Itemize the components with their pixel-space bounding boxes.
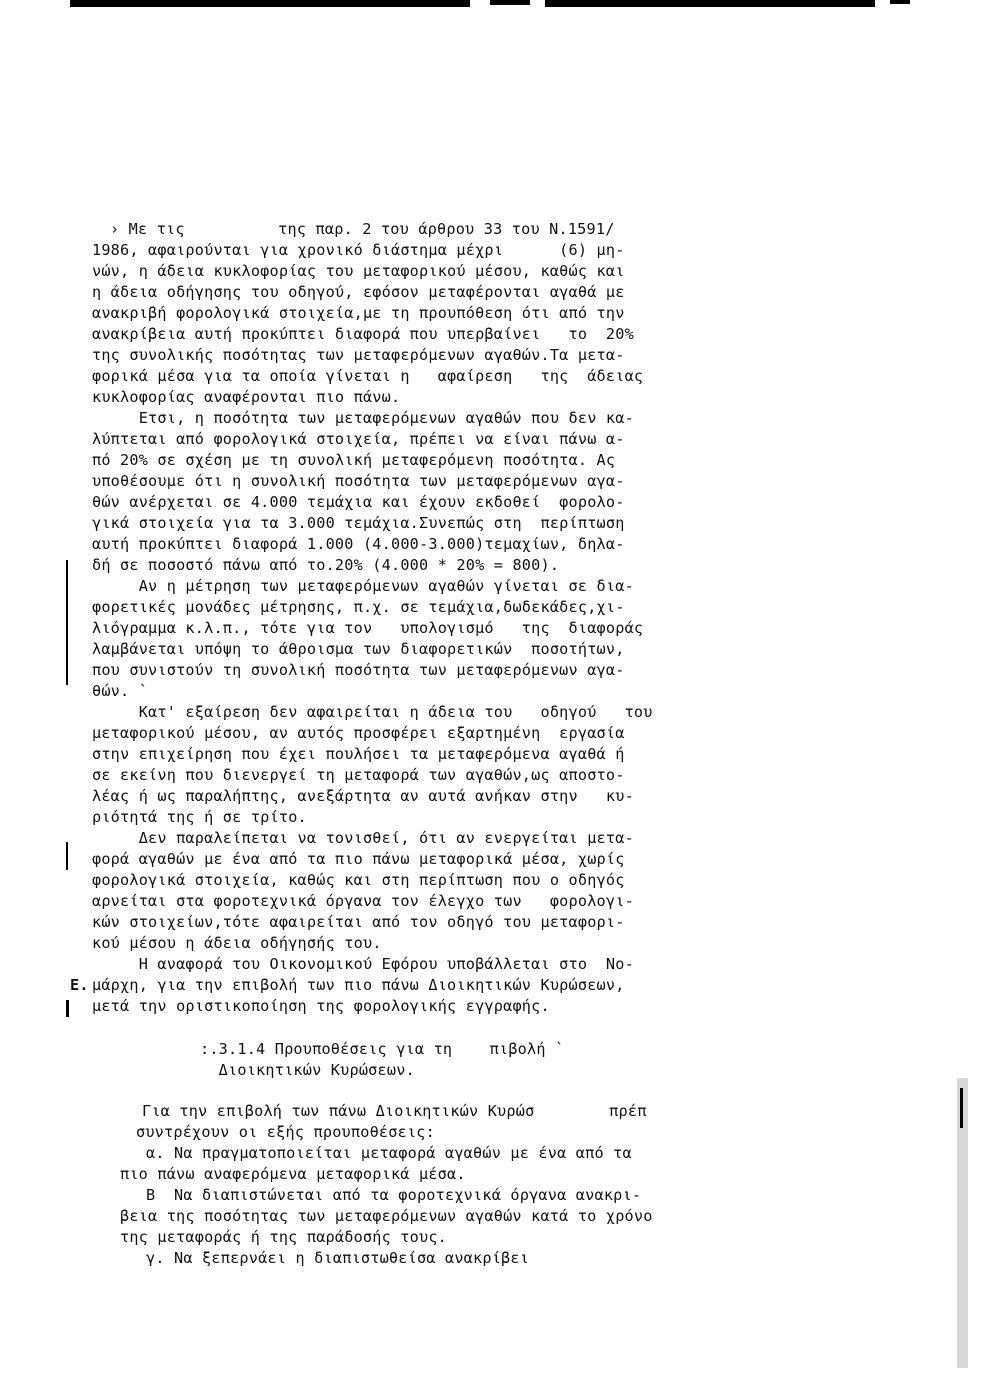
text-line: Ετσι, η ποσότητα των μεταφερόμενων αγαθών που δεν κα- — [92, 409, 634, 427]
text-line: Για την επιβολή των πάνω Διοικητικών Κυρώσ πρέπ — [142, 1102, 647, 1120]
list-item-line: α. Να πραγματοποιείται μεταφορά αγαθών με ένα από τα — [146, 1144, 632, 1162]
text-line: ανακρίβεια αυτή προκύπτει διαφορά που υπερβαίνει το 20% — [92, 325, 634, 343]
binding-mark — [66, 842, 68, 870]
text-line: λαμβάνεται υπόψη το άθροισμα των διαφορετικών ποσοτήτων, — [92, 640, 625, 658]
binding-mark — [66, 1000, 69, 1017]
scan-edge-mark — [960, 1088, 963, 1128]
text-line: νών, η άδεια κυκλοφορίας του μεταφορικού μέσου, καθώς και — [92, 262, 625, 280]
text-line: λέας ή ως παραλήπτης, ανεξάρτητα αν αυτά ανήκαν στην κυ- — [92, 787, 634, 805]
text-line: φορετικές μονάδες μέτρησης, π.χ. σε τεμάχια,δωδεκάδες,χι- — [92, 598, 625, 616]
text-line: Δεν παραλείπεται να τονισθεί, ότι αν ενεργείται μετα- — [92, 829, 634, 847]
text-line: που συνιστούν τη συνολική ποσότητα των μεταφερόμενων αγα- — [92, 661, 625, 679]
text-line: φορολογικά στοιχεία, καθώς και στη περίπτωση που ο οδηγός — [92, 871, 625, 889]
text-line: μεταφορικού μέσου, αν αυτός προσφέρει εξαρτημένη εργασία — [92, 724, 625, 742]
text-line: φορά αγαθών με ένα από τα πιο πάνω μεταφορικά μέσα, χωρίς — [92, 850, 625, 868]
text-line: δή σε ποσοστό πάνω από το.20% (4.000 * 20% = 800). — [92, 556, 560, 574]
text-line: θών. ` — [92, 682, 149, 700]
text-line: κού μέσου η άδεια οδήγησής του. — [92, 934, 382, 952]
list-item-line: Β Να διαπιστώνεται από τα φοροτεχνικά όργανα ανακρι- — [146, 1186, 642, 1204]
text-line: λύπτεται από φορολογικά στοιχεία, πρέπει να είναι πάνω α- — [92, 430, 625, 448]
text-line: μάρχη, για την επιβολή των πιο πάνω Διοικητικών Κυρώσεων, — [92, 976, 625, 994]
list-item-line: της μεταφοράς ή της παράδοσής τους. — [120, 1228, 448, 1246]
text-line: 1986, αφαιρούνται για χρονικό διάστημα μέχρι (6) μη- — [92, 241, 625, 259]
text-line: στην επιχείρηση που έχει πουλήσει τα μεταφερόμενα αγαθά ή — [92, 745, 625, 763]
text-line: Κατ' εξαίρεση δεν αφαιρείται η άδεια του οδηγού του — [92, 703, 653, 721]
text-line: γικά στοιχεία για τα 3.000 τεμάχια.Συνεπώς στη περίπτωση — [92, 514, 625, 532]
text-line: μετά την οριστικοποίηση της φορολογικής εγγραφής. — [92, 997, 550, 1015]
section-heading: Διοικητικών Κυρώσεων. — [200, 1061, 415, 1079]
text-line: θών ανέρχεται σε 4.000 τεμάχια και έχουν εκδοθεί φορολο- — [92, 493, 625, 511]
text-line: › Με τις της παρ. 2 του άρθρου 33 του Ν.1591/ — [110, 220, 615, 238]
text-line: κυκλοφορίας αναφέρονται πιο πάνω. — [92, 388, 401, 406]
section-heading: :.3.1.4 Προυποθέσεις για τη πιβολή ` — [200, 1040, 565, 1058]
text-line: Αν η μέτρηση των μεταφερόμενων αγαθών γίνεται σε δια- — [92, 577, 634, 595]
scan-edge-bar — [545, 0, 875, 7]
binding-mark — [66, 560, 68, 685]
text-line: υποθέσουμε ότι η συνολική ποσότητα των μεταφερόμενων αγα- — [92, 472, 625, 490]
text-line: πό 20% σε σχέση με τη συνολική μεταφερόμενη ποσότητα. Ας — [92, 451, 616, 469]
text-line: συντρέχουν οι εξής προυποθέσεις: — [136, 1123, 435, 1141]
text-line: της συνολικής ποσότητας των μεταφερόμενων αγαθών.Τα μετα- — [92, 346, 625, 364]
margin-mark: Ε. — [70, 976, 89, 994]
text-line: φορικά μέσα για τα οποία γίνεται η αφαίρεση της άδειας — [92, 367, 644, 385]
text-line: λιόγραμμα κ.λ.π., τότε για τον υπολογισμό της διαφοράς — [92, 619, 644, 637]
list-item-line: γ. Να ξεπερνάει η διαπιστωθείσα ανακρίβει — [146, 1249, 530, 1267]
text-line: Η αναφορά του Οικονομικού Εφόρου υποβάλλεται στο Νο- — [92, 955, 634, 973]
list-item-line: βεια της ποσότητας των μεταφερόμενων αγαθών κατά το χρόνο — [120, 1207, 653, 1225]
text-line: ανακριβή φορολογικά στοιχεία,με τη προυπόθεση ότι από την — [92, 304, 625, 322]
list-item-line: πιο πάνω αναφερόμενα μεταφορικά μέσα. — [120, 1165, 466, 1183]
scan-edge-bar — [890, 0, 910, 4]
text-line: αρνείται στα φοροτεχνικά όργανα τον έλεγχο των φορολογι- — [92, 892, 634, 910]
text-line: η άδεια οδήγησης του οδηγού, εφόσον μεταφέρονται αγαθά με — [92, 283, 625, 301]
scan-edge-bar — [490, 0, 530, 5]
text-line: σε εκείνη που διενεργεί τη μεταφορά των αγαθών,ως αποστο- — [92, 766, 625, 784]
scan-edge-bar — [70, 0, 470, 7]
text-line: αυτή προκύπτει διαφορά 1.000 (4.000-3.000)τεμαχίων, δηλα- — [92, 535, 625, 553]
text-line: κών στοιχείων,τότε αφαιρείται από τον οδηγό του μεταφορι- — [92, 913, 625, 931]
text-line: ριότητά της ή σε τρίτο. — [92, 808, 307, 826]
